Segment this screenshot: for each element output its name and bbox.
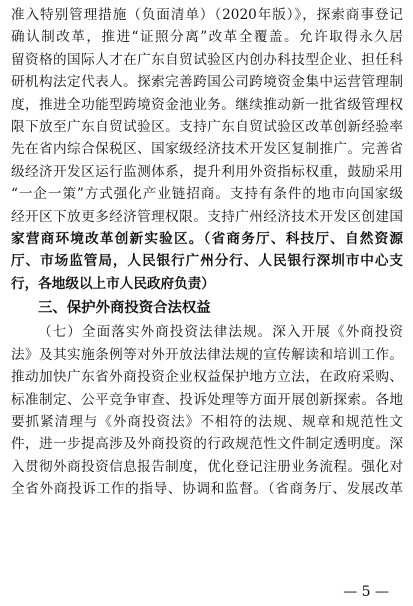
text-line: 度，推进全功能型跨境资金池业务。继续推动新一批省级管理权 (11, 96, 403, 113)
text-line: 厅、市场监管局，人民银行广州分行、人民银行深圳市中心支 (11, 253, 403, 270)
text-line: 确认制改革，推进“证照分离”改革全覆盖。允许取得永久居 (11, 29, 403, 46)
text-line: 家营商环境改革创新实验区。（省商务厅、科技厅、自然资源 (11, 230, 403, 247)
text-line: 全省外商投诉工作的指导、协调和监督。（省商务厅、发展改革 (11, 481, 403, 498)
text-line: 标准制定、公平竞争审查、投诉处理等方面开展创新探索。各地 (11, 391, 403, 408)
page-number: — 5 — (343, 584, 389, 600)
document-page (11, 4, 403, 501)
text-line: 准入特别管理措施（负面清单）（2020年版）》，探索商事登记 (11, 7, 403, 23)
text-line: 件，进一步提高涉及外商投资的行政规范性文件制定透明度。深 (11, 436, 403, 453)
paragraph-2 (11, 321, 403, 500)
text-line: （七）全面落实外商投资法律法规。深入开展《外商投资 (38, 324, 403, 341)
text-line: 推动加快广东省外商投资企业权益保护地方立法，在政府采购、 (11, 369, 403, 386)
text-line: 级经济开发区运行监测体系，提升利用外资指标权重，鼓励采用 (11, 163, 403, 180)
text-line: 先在省内综合保税区、国家级经济技术开发区复制推广。完善省 (11, 141, 403, 158)
text-line: 研机构法定代表人。探索完善跨国公司跨境资金集中运营管理制 (11, 74, 403, 91)
text-line: “一企一策”方式强化产业链招商。支持有条件的地市向国家级 (11, 186, 403, 203)
text-line: 法》及其实施条例等对外开放法律法规的宣传解读和培训工作。 (11, 346, 403, 363)
text-line: 留资格的国际人才在广东自贸试验区内创办科技型企业、担任科 (11, 51, 403, 68)
text-line: 入贯彻外商投资信息报告制度，优化登记注册业务流程。强化对 (11, 458, 403, 475)
section-heading: 三、保护外商投资合法权益 (38, 300, 211, 317)
text-line: 经开区下放更多经济管理权限。支持广州经济技术开发区创建国 (11, 208, 403, 225)
text-line: 行，各地级以上市人民政府负责） (11, 275, 215, 292)
text-line: 限下放至广东自贸试验区。支持广东自贸试验区改革创新经验率 (11, 118, 403, 135)
paragraph-1 (11, 4, 403, 295)
text-line: 要抓紧清理与《外商投资法》不相符的法规、规章和规范性文 (11, 414, 403, 431)
